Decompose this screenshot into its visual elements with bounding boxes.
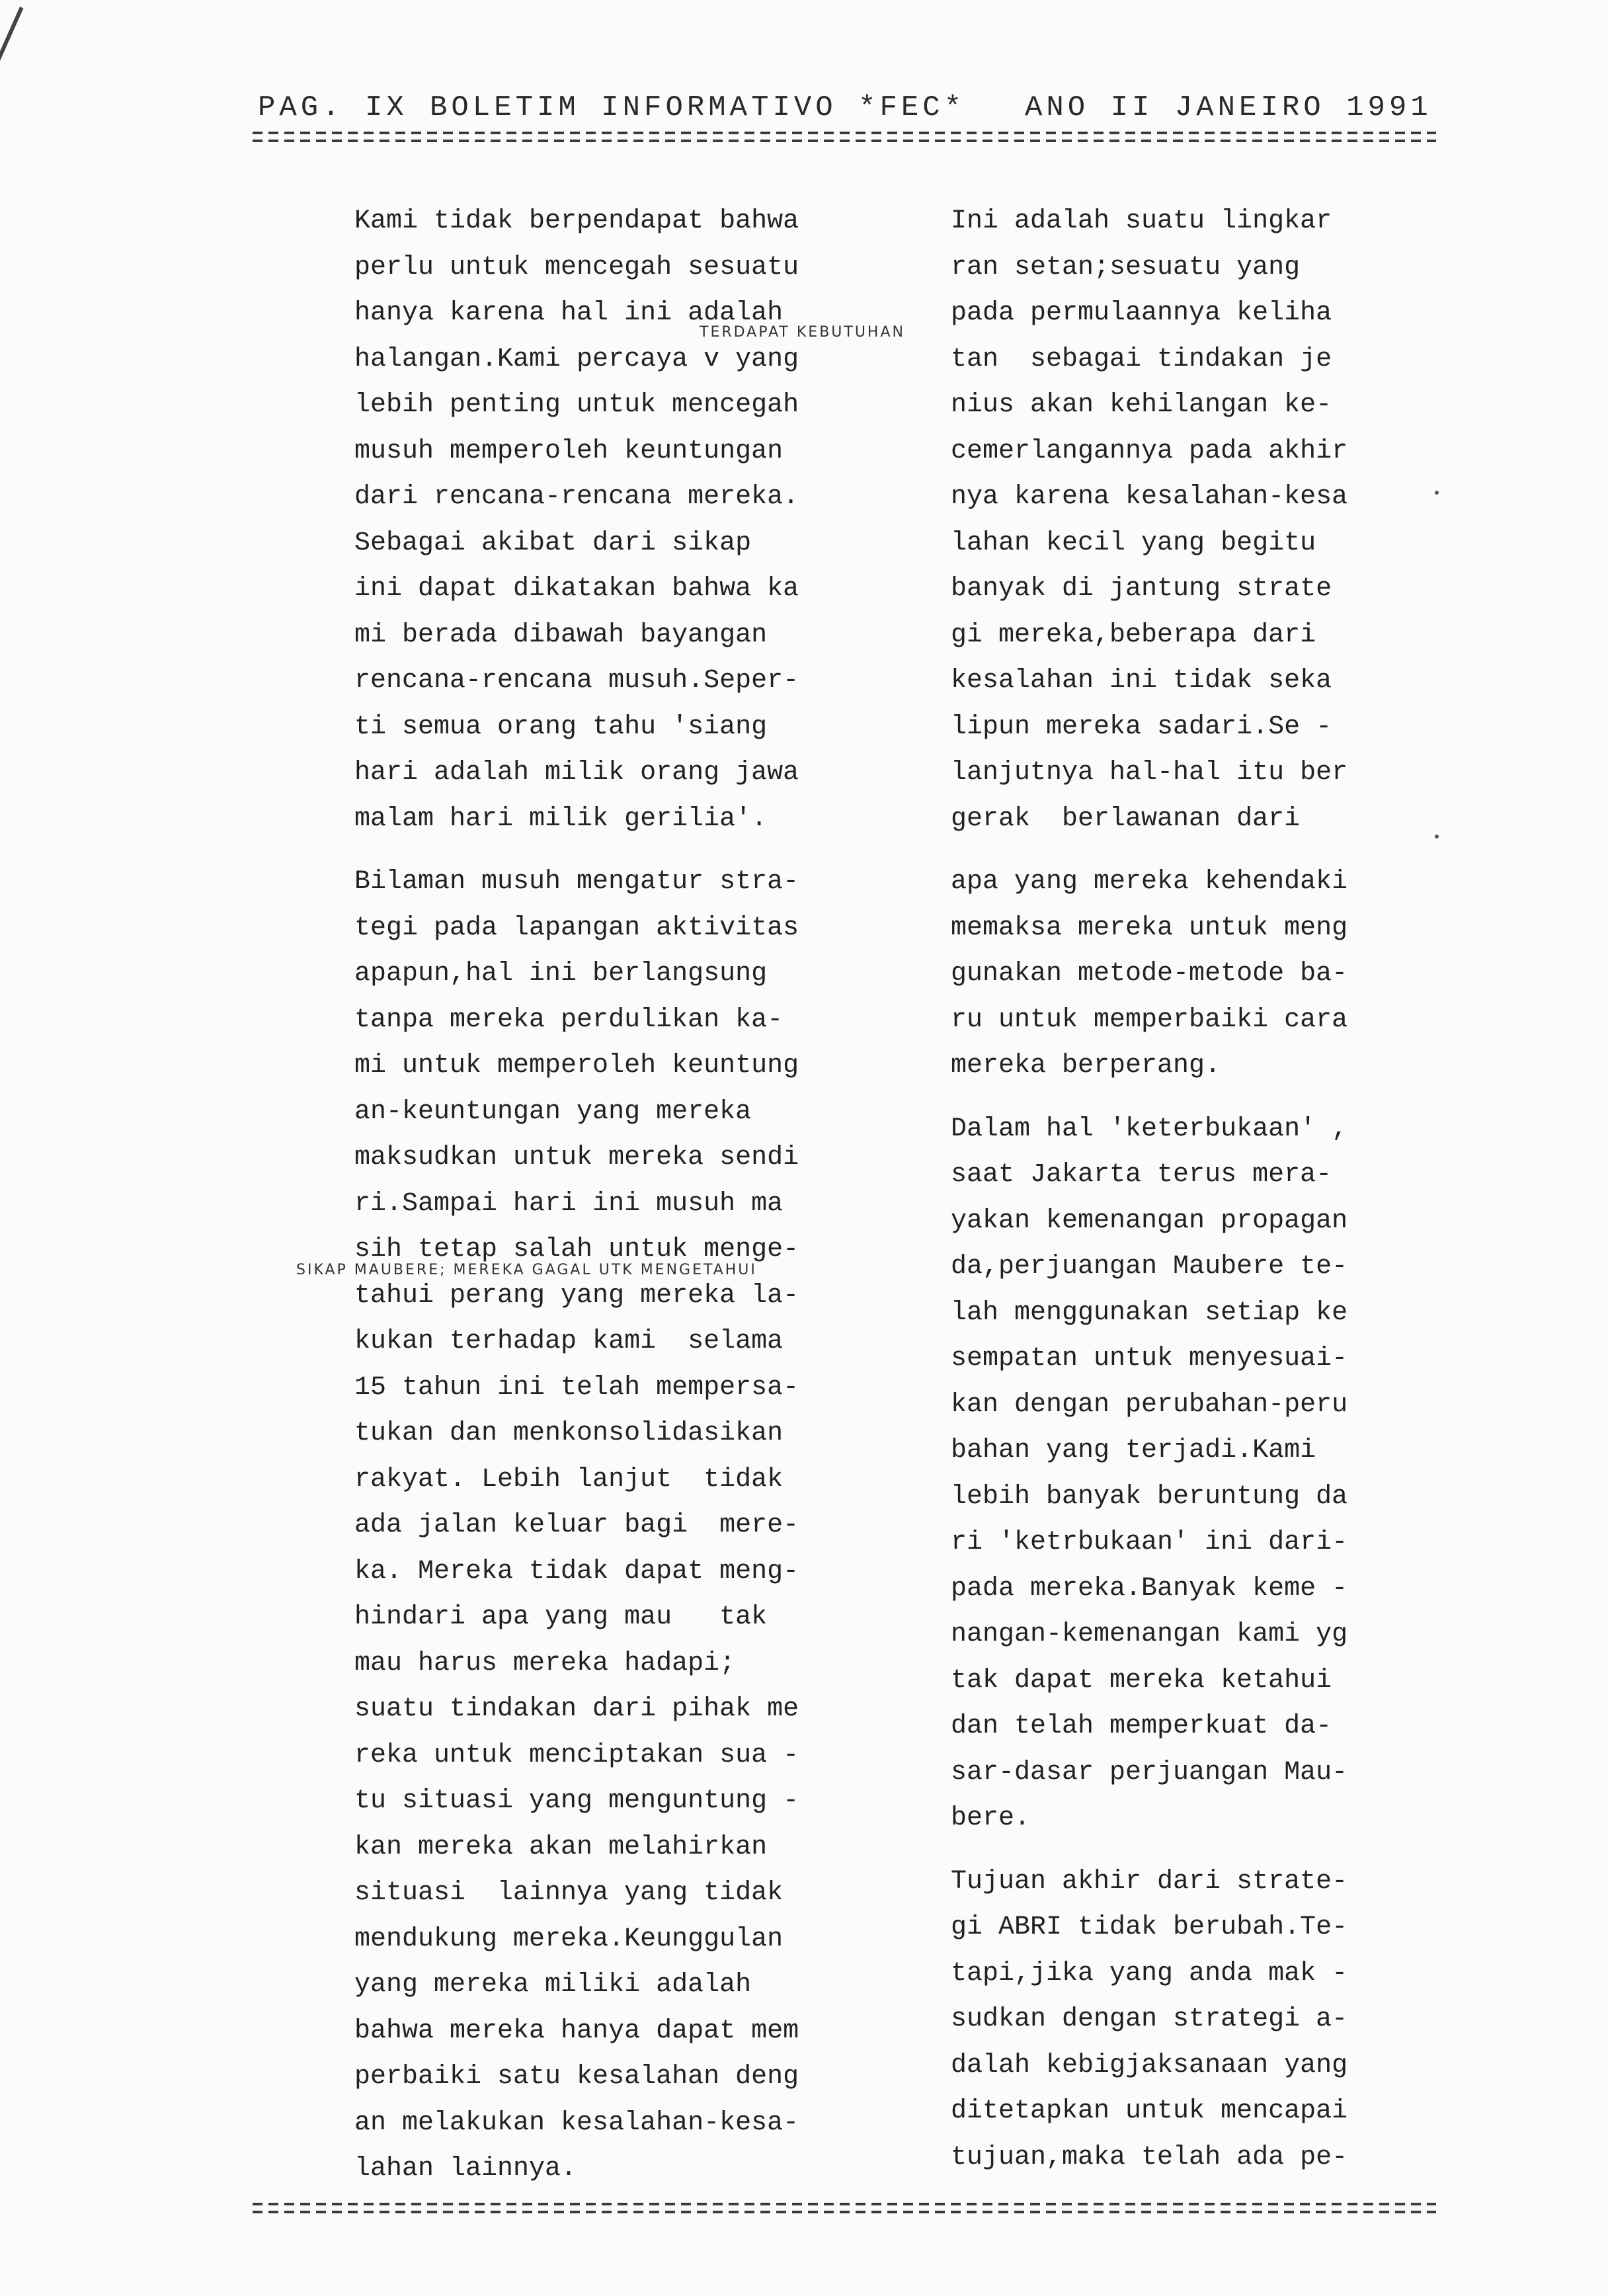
text-line: rencana-rencana musuh.Seper- <box>354 666 799 696</box>
handwritten-note-top: TERDAPAT KEBUTUHAN <box>700 324 905 341</box>
left-text-column <box>354 198 799 2192</box>
paragraph-gap <box>951 1089 1347 1106</box>
text-line: dalah kebigjaksanaan yang <box>951 2050 1348 2080</box>
paragraph-gap <box>951 1842 1347 1859</box>
text-line: ri.Sampai hari ini musuh ma <box>354 1188 784 1219</box>
paragraph-gap <box>354 842 799 859</box>
text-line: Sebagai akibat dari sikap <box>354 528 752 558</box>
text-line: 15 tahun ini telah mempersa- <box>354 1372 799 1403</box>
text-line: ada jalan keluar bagi mere- <box>354 1510 799 1540</box>
text-line: halangan.Kami percaya v yang <box>354 344 799 374</box>
handwritten-note-middle: SIKAP MAUBERE; MEREKA GAGAL UTK MENGETAHUI <box>296 1262 757 1278</box>
text-line: tan sebagai tindakan je <box>951 344 1332 374</box>
text-line: apapun,hal ini berlangsung <box>354 959 768 989</box>
text-line: pada mereka.Banyak keme - <box>951 1573 1348 1604</box>
text-line: memaksa mereka untuk meng <box>951 913 1348 943</box>
text-line: gunakan metode-metode ba- <box>951 959 1348 989</box>
text-line: bahwa mereka hanya dapat mem <box>354 2016 799 2046</box>
text-line: da,perjuangan Maubere te- <box>951 1252 1348 1282</box>
text-line: yakan kemenangan propagan <box>951 1206 1348 1236</box>
text-line: ran setan;sesuatu yang <box>951 252 1301 282</box>
text-line: gi ABRI tidak berubah.Te- <box>951 1912 1348 1942</box>
text-line: lahan kecil yang begitu <box>951 528 1316 558</box>
text-line: nangan-kemenangan kami yg <box>951 1620 1348 1649</box>
text-line: suatu tindakan dari pihak me <box>354 1694 799 1724</box>
text-line: mau harus mereka hadapi; <box>354 1648 736 1678</box>
text-line: lahan lainnya. <box>354 2154 577 2184</box>
text-line: tu situasi yang menguntung - <box>354 1786 799 1816</box>
text-line: hindari apa yang mau tak <box>354 1602 768 1632</box>
text-line: bahan yang terjadi.Kami <box>951 1436 1316 1465</box>
text-line: apa yang mereka kehendaki <box>951 867 1348 897</box>
text-line: mendukung mereka.Keunggulan <box>354 1924 784 1954</box>
text-line: lipun mereka sadari.Se - <box>951 712 1332 742</box>
text-line: dari rencana-rencana mereka. <box>354 482 799 512</box>
text-line: ri 'ketrbukaan' ini dari- <box>951 1528 1348 1557</box>
text-line: an-keuntungan yang mereka <box>354 1096 752 1127</box>
issue-date: ANO II JANEIRO 1991 <box>1025 91 1432 124</box>
text-line: yang mereka miliki adalah <box>354 1970 752 2000</box>
text-line: ka. Mereka tidak dapat meng- <box>354 1556 799 1586</box>
text-line: gi mereka,beberapa dari <box>951 620 1316 650</box>
text-line: banyak di jantung strate <box>951 574 1332 604</box>
footer-double-rule <box>253 2201 1436 2218</box>
text-line: hanya karena hal ini adalah <box>354 298 784 328</box>
text-line: Dalam hal 'keterbukaan' , <box>951 1114 1348 1144</box>
text-line: gerak berlawanan dari <box>951 803 1301 834</box>
right-text-column <box>951 198 1347 2180</box>
header-double-rule <box>253 130 1436 147</box>
speck <box>1435 835 1439 839</box>
text-line: reka untuk menciptakan sua - <box>354 1740 799 1770</box>
page-number: PAG. IX <box>258 91 408 124</box>
text-line: musuh memperoleh keuntungan <box>354 436 784 466</box>
text-line: kan mereka akan melahirkan <box>354 1832 768 1862</box>
text-line: perbaiki satu kesalahan deng <box>354 2062 799 2092</box>
text-line: nius akan kehilangan ke- <box>951 390 1332 420</box>
text-line: Bilaman musuh mengatur stra- <box>354 867 799 897</box>
text-line: dan telah memperkuat da- <box>951 1711 1332 1741</box>
text-line: tahui perang yang mereka la- <box>354 1280 799 1311</box>
text-line: lebih banyak beruntung da <box>951 1481 1348 1512</box>
text-line: lebih penting untuk mencegah <box>354 390 799 420</box>
text-line: Ini adalah suatu lingkar <box>951 206 1332 236</box>
text-line: malam hari milik gerilia'. <box>354 803 768 834</box>
speck <box>1435 491 1439 495</box>
text-line: kukan terhadap kami selama <box>354 1327 784 1356</box>
text-line: kan dengan perubahan-peru <box>951 1389 1348 1420</box>
text-line: ti semua orang tahu 'siang <box>354 712 768 742</box>
text-line: sar-dasar perjuangan Mau- <box>951 1757 1348 1787</box>
margin-pen-stroke <box>0 7 23 202</box>
paragraph-gap <box>951 842 1347 859</box>
text-line: nya karena kesalahan-kesa <box>951 482 1348 512</box>
text-line: pada permulaannya keliha <box>951 298 1332 328</box>
text-line: tukan dan menkonsolidasikan <box>354 1418 784 1448</box>
text-line: mereka berperang. <box>951 1051 1221 1081</box>
text-line: cemerlangannya pada akhir <box>951 436 1348 466</box>
text-line: Tujuan akhir dari strate- <box>951 1866 1348 1897</box>
text-line: ini dapat dikatakan bahwa ka <box>354 574 799 604</box>
text-line: tanpa mereka perdulikan ka- <box>354 1004 784 1035</box>
text-line: sempatan untuk menyesuai- <box>951 1344 1348 1374</box>
text-line: rakyat. Lebih lanjut tidak <box>354 1464 784 1495</box>
text-line: lah menggunakan setiap ke <box>951 1297 1348 1328</box>
text-line: hari adalah milik orang jawa <box>354 758 799 788</box>
text-line: an melakukan kesalahan-kesa- <box>354 2108 799 2138</box>
text-line: tujuan,maka telah ada pe- <box>951 2142 1348 2172</box>
text-line: tegi pada lapangan aktivitas <box>354 913 799 943</box>
text-line: bere. <box>951 1803 1031 1833</box>
text-line: maksudkan untuk mereka sendi <box>354 1143 799 1172</box>
text-line: ditetapkan untuk mencapai <box>951 2096 1348 2126</box>
text-line: tak dapat mereka ketahui <box>951 1665 1332 1696</box>
text-line: saat Jakarta terus mera- <box>951 1160 1332 1190</box>
text-line: situasi lainnya yang tidak <box>354 1878 784 1908</box>
text-line: mi berada dibawah bayangan <box>354 620 768 650</box>
text-line: ru untuk memperbaiki cara <box>951 1004 1348 1035</box>
page-header <box>258 91 1435 124</box>
text-line: tapi,jika yang anda mak - <box>951 1958 1348 1988</box>
text-line: mi untuk memperoleh keuntung <box>354 1051 799 1081</box>
text-line: perlu untuk mencegah sesuatu <box>354 252 799 282</box>
bulletin-title: BOLETIM INFORMATIVO *FEC* <box>430 91 966 124</box>
text-line: kesalahan ini tidak seka <box>951 666 1332 696</box>
text-line: sih tetap salah untuk menge- <box>354 1235 799 1264</box>
text-line: sudkan dengan strategi a- <box>951 2004 1348 2034</box>
text-line: lanjutnya hal-hal itu ber <box>951 758 1348 788</box>
text-line: Kami tidak berpendapat bahwa <box>354 206 799 236</box>
